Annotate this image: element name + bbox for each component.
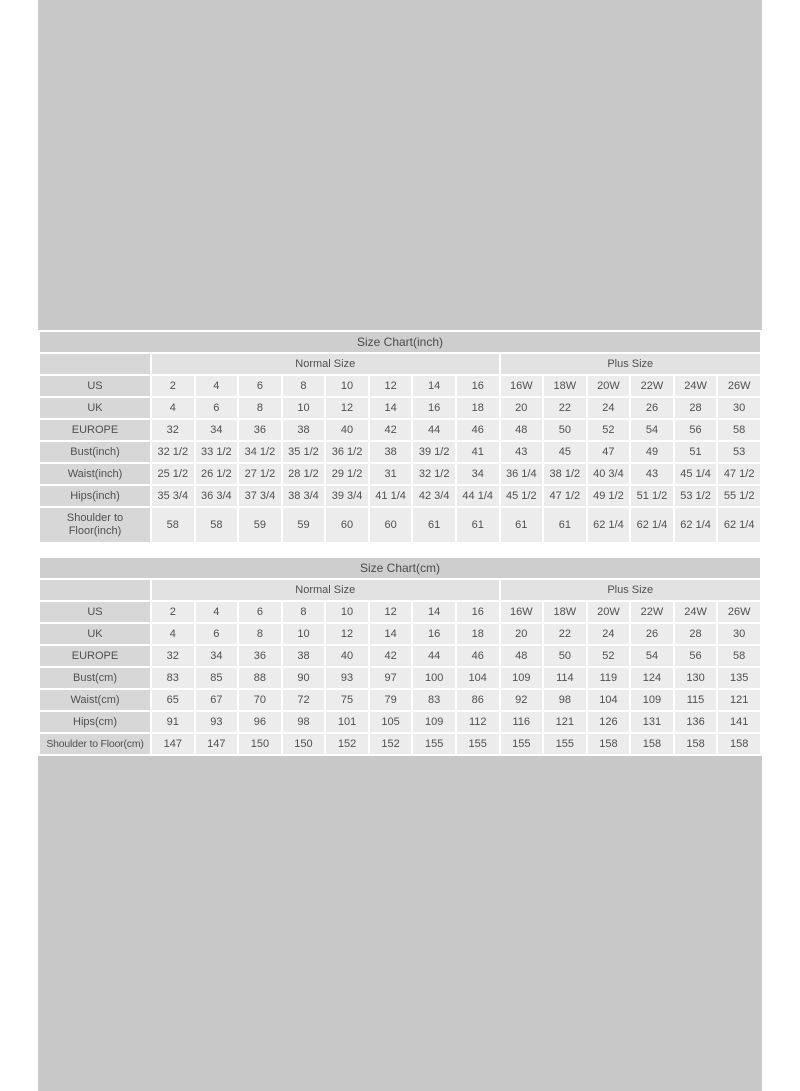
table-cell: 26 (631, 398, 673, 418)
table-row (40, 464, 760, 484)
table-cell: 47 1/2 (544, 486, 586, 506)
table-cell: 27 1/2 (239, 464, 281, 484)
table-cell: 30 (718, 624, 760, 644)
table-cell: 59 (283, 508, 325, 542)
table-cell: 28 1/2 (283, 464, 325, 484)
table-cell: 104 (588, 690, 630, 710)
corner-cell (40, 354, 150, 374)
table-cell: 65 (152, 690, 194, 710)
table-cell: 31 (370, 464, 412, 484)
table-cell: 30 (718, 398, 760, 418)
table-cell: 70 (239, 690, 281, 710)
table-cell: 158 (631, 734, 673, 754)
table-cell: 86 (457, 690, 499, 710)
table-cell: 10 (283, 398, 325, 418)
table-cell: 44 1/4 (457, 486, 499, 506)
table-cell: 60 (326, 508, 368, 542)
table-cell: 26 1/2 (196, 464, 238, 484)
table-cell: 136 (675, 712, 717, 732)
table-cell: 16W (501, 602, 543, 622)
table-cell: 150 (239, 734, 281, 754)
table-cell: 32 (152, 420, 194, 440)
table-row (40, 690, 760, 710)
table-cell: 33 1/2 (196, 442, 238, 462)
table-cell: 40 3/4 (588, 464, 630, 484)
table-cell: 22 (544, 624, 586, 644)
table-row (40, 508, 760, 542)
table-cell: 6 (239, 602, 281, 622)
table-row (40, 442, 760, 462)
table-cell: 36 1/4 (501, 464, 543, 484)
table-cell: 48 (501, 420, 543, 440)
table-cell: 8 (283, 602, 325, 622)
table-cell: 155 (544, 734, 586, 754)
row-label: Shoulder to Floor(inch) (40, 508, 150, 542)
table-cell: 43 (501, 442, 543, 462)
table-cell: 26 (631, 624, 673, 644)
table-cell: 39 1/2 (413, 442, 455, 462)
table-cell: 54 (631, 420, 673, 440)
table-cell: 10 (326, 376, 368, 396)
table-cell: 105 (370, 712, 412, 732)
table-cell: 49 (631, 442, 673, 462)
table-cell: 97 (370, 668, 412, 688)
table-cell: 53 (718, 442, 760, 462)
table-cell: 10 (283, 624, 325, 644)
table-cell: 12 (326, 624, 368, 644)
table-cell: 124 (631, 668, 673, 688)
table-cell: 42 (370, 420, 412, 440)
table-cell: 121 (718, 690, 760, 710)
table-cell: 34 1/2 (239, 442, 281, 462)
row-label: Hips(inch) (40, 486, 150, 506)
table-cell: 35 1/2 (283, 442, 325, 462)
normal-size-header: Normal Size (152, 580, 499, 600)
row-label: UK (40, 624, 150, 644)
table-cell: 52 (588, 646, 630, 666)
plus-size-header: Plus Size (501, 354, 761, 374)
table-cell: 36 3/4 (196, 486, 238, 506)
table-cell: 75 (326, 690, 368, 710)
table-cell: 135 (718, 668, 760, 688)
table-cell: 48 (501, 646, 543, 666)
table-cell: 26W (718, 376, 760, 396)
row-label: Bust(inch) (40, 442, 150, 462)
table-row (40, 398, 760, 418)
table-cell: 141 (718, 712, 760, 732)
table-cell: 116 (501, 712, 543, 732)
table-cell: 53 1/2 (675, 486, 717, 506)
table-cell: 16W (501, 376, 543, 396)
table-cell: 112 (457, 712, 499, 732)
table-cell: 61 (501, 508, 543, 542)
table-cell: 44 (413, 420, 455, 440)
table-row (40, 624, 760, 644)
table-cell: 109 (413, 712, 455, 732)
table-cell: 40 (326, 646, 368, 666)
table-cell: 36 1/2 (326, 442, 368, 462)
table-cell: 34 (196, 420, 238, 440)
table-cell: 6 (239, 376, 281, 396)
table-cell: 49 1/2 (588, 486, 630, 506)
table-cell: 4 (152, 398, 194, 418)
table-cell: 12 (326, 398, 368, 418)
table-cell: 158 (718, 734, 760, 754)
table-title-row (40, 332, 760, 352)
table-cell: 104 (457, 668, 499, 688)
row-label: Bust(cm) (40, 668, 150, 688)
table-row (40, 376, 760, 396)
table-cell: 55 1/2 (718, 486, 760, 506)
table-cell: 42 3/4 (413, 486, 455, 506)
table-cell: 4 (152, 624, 194, 644)
table-cell: 52 (588, 420, 630, 440)
table-cell: 62 1/4 (588, 508, 630, 542)
table-row (40, 734, 760, 754)
table-cell: 28 (675, 624, 717, 644)
table-row (40, 646, 760, 666)
table-cell: 50 (544, 420, 586, 440)
row-label: US (40, 602, 150, 622)
table-cell: 56 (675, 646, 717, 666)
table-cell: 61 (457, 508, 499, 542)
table-cell: 45 (544, 442, 586, 462)
table-cell: 34 (196, 646, 238, 666)
table-cell: 38 1/2 (544, 464, 586, 484)
table-cell: 46 (457, 646, 499, 666)
table-cell: 98 (544, 690, 586, 710)
table-cell: 58 (152, 508, 194, 542)
table-cell: 131 (631, 712, 673, 732)
table-cell: 147 (152, 734, 194, 754)
table-cell: 12 (370, 376, 412, 396)
table-cell: 98 (283, 712, 325, 732)
table-cell: 20 (501, 624, 543, 644)
table-cell: 51 1/2 (631, 486, 673, 506)
table-cell: 8 (283, 376, 325, 396)
table-cell: 18W (544, 376, 586, 396)
table-cell: 14 (370, 624, 412, 644)
table-cell: 58 (196, 508, 238, 542)
table-cell: 37 3/4 (239, 486, 281, 506)
table-cell: 126 (588, 712, 630, 732)
table-cell: 28 (675, 398, 717, 418)
size-chart-cm-table (38, 556, 762, 756)
table-cell: 18 (457, 398, 499, 418)
table-cell: 152 (370, 734, 412, 754)
table-cell: 67 (196, 690, 238, 710)
row-label: Waist(cm) (40, 690, 150, 710)
table-cell: 100 (413, 668, 455, 688)
table-cell: 22W (631, 602, 673, 622)
table-cell: 22 (544, 398, 586, 418)
table-cell: 41 (457, 442, 499, 462)
table-cell: 62 1/4 (718, 508, 760, 542)
table-cell: 90 (283, 668, 325, 688)
table-cell: 32 1/2 (413, 464, 455, 484)
table-cell: 119 (588, 668, 630, 688)
table-cell: 61 (544, 508, 586, 542)
table-cell: 130 (675, 668, 717, 688)
table-cell: 6 (196, 398, 238, 418)
table-cell: 79 (370, 690, 412, 710)
table-cell: 36 (239, 646, 281, 666)
table-cell: 155 (413, 734, 455, 754)
table-cell: 83 (413, 690, 455, 710)
table-cell: 34 (457, 464, 499, 484)
table-cell: 56 (675, 420, 717, 440)
row-label: US (40, 376, 150, 396)
row-label: Shoulder to Floor(cm) (40, 734, 150, 754)
table-cell: 10 (326, 602, 368, 622)
table-cell: 60 (370, 508, 412, 542)
size-charts-section (38, 330, 762, 756)
table-cell: 41 1/4 (370, 486, 412, 506)
table-cell: 14 (370, 398, 412, 418)
table-cell: 109 (501, 668, 543, 688)
table-row (40, 602, 760, 622)
table-cell: 20W (588, 602, 630, 622)
table-cell: 36 (239, 420, 281, 440)
table-cell: 8 (239, 624, 281, 644)
table-cell: 47 (588, 442, 630, 462)
table-cell: 42 (370, 646, 412, 666)
table-cell: 85 (196, 668, 238, 688)
table-cell: 39 3/4 (326, 486, 368, 506)
table-cell: 152 (326, 734, 368, 754)
table-cell: 150 (283, 734, 325, 754)
table-cell: 155 (501, 734, 543, 754)
table-cell: 88 (239, 668, 281, 688)
table-cell: 109 (631, 690, 673, 710)
normal-size-header: Normal Size (152, 354, 499, 374)
table-cell: 24 (588, 624, 630, 644)
table-cell: 26W (718, 602, 760, 622)
table-cell: 59 (239, 508, 281, 542)
table-cell: 16 (457, 376, 499, 396)
table-cell: 20 (501, 398, 543, 418)
table-cell: 20W (588, 376, 630, 396)
table-cell: 62 1/4 (631, 508, 673, 542)
corner-cell (40, 580, 150, 600)
table-cell: 61 (413, 508, 455, 542)
table-cell: 38 (370, 442, 412, 462)
table-cell: 32 (152, 646, 194, 666)
table-cell: 46 (457, 420, 499, 440)
table-cell: 44 (413, 646, 455, 666)
table-title: Size Chart(inch) (40, 332, 760, 352)
table-cell: 12 (370, 602, 412, 622)
table-cell: 72 (283, 690, 325, 710)
table-cell: 93 (196, 712, 238, 732)
row-label: UK (40, 398, 150, 418)
table-cell: 2 (152, 602, 194, 622)
table-cell: 121 (544, 712, 586, 732)
table-cell: 47 1/2 (718, 464, 760, 484)
table-cell: 24W (675, 602, 717, 622)
table-cell: 62 1/4 (675, 508, 717, 542)
table-cell: 38 (283, 646, 325, 666)
table-cell: 58 (718, 646, 760, 666)
table-cell: 101 (326, 712, 368, 732)
table-cell: 29 1/2 (326, 464, 368, 484)
table-cell: 54 (631, 646, 673, 666)
table-cell: 96 (239, 712, 281, 732)
table-cell: 8 (239, 398, 281, 418)
group-header-row (40, 354, 760, 374)
row-label: EUROPE (40, 420, 150, 440)
table-cell: 51 (675, 442, 717, 462)
table-cell: 45 1/2 (501, 486, 543, 506)
table-cell: 58 (718, 420, 760, 440)
group-header-row (40, 580, 760, 600)
row-label: EUROPE (40, 646, 150, 666)
table-cell: 158 (675, 734, 717, 754)
table-cell: 43 (631, 464, 673, 484)
table-cell: 16 (457, 602, 499, 622)
table-cell: 4 (196, 376, 238, 396)
table-cell: 18W (544, 602, 586, 622)
table-cell: 38 3/4 (283, 486, 325, 506)
plus-size-header: Plus Size (501, 580, 761, 600)
table-row (40, 486, 760, 506)
table-cell: 24W (675, 376, 717, 396)
table-cell: 158 (588, 734, 630, 754)
size-chart-inch-table (38, 330, 762, 544)
table-cell: 40 (326, 420, 368, 440)
table-cell: 14 (413, 376, 455, 396)
table-cell: 22W (631, 376, 673, 396)
table-cell: 6 (196, 624, 238, 644)
table-cell: 18 (457, 624, 499, 644)
table-cell: 114 (544, 668, 586, 688)
table-cell: 2 (152, 376, 194, 396)
table-cell: 4 (196, 602, 238, 622)
table-cell: 16 (413, 624, 455, 644)
table-cell: 14 (413, 602, 455, 622)
table-cell: 24 (588, 398, 630, 418)
table-cell: 50 (544, 646, 586, 666)
table-cell: 45 1/4 (675, 464, 717, 484)
table-row (40, 668, 760, 688)
table-cell: 91 (152, 712, 194, 732)
table-cell: 83 (152, 668, 194, 688)
table-title-row (40, 558, 760, 578)
table-cell: 93 (326, 668, 368, 688)
row-label: Hips(cm) (40, 712, 150, 732)
table-row (40, 420, 760, 440)
table-row (40, 712, 760, 732)
row-label: Waist(inch) (40, 464, 150, 484)
table-cell: 16 (413, 398, 455, 418)
table-cell: 155 (457, 734, 499, 754)
table-cell: 35 3/4 (152, 486, 194, 506)
table-cell: 25 1/2 (152, 464, 194, 484)
table-cell: 32 1/2 (152, 442, 194, 462)
table-cell: 115 (675, 690, 717, 710)
table-cell: 147 (196, 734, 238, 754)
table-cell: 38 (283, 420, 325, 440)
table-cell: 92 (501, 690, 543, 710)
table-title: Size Chart(cm) (40, 558, 760, 578)
